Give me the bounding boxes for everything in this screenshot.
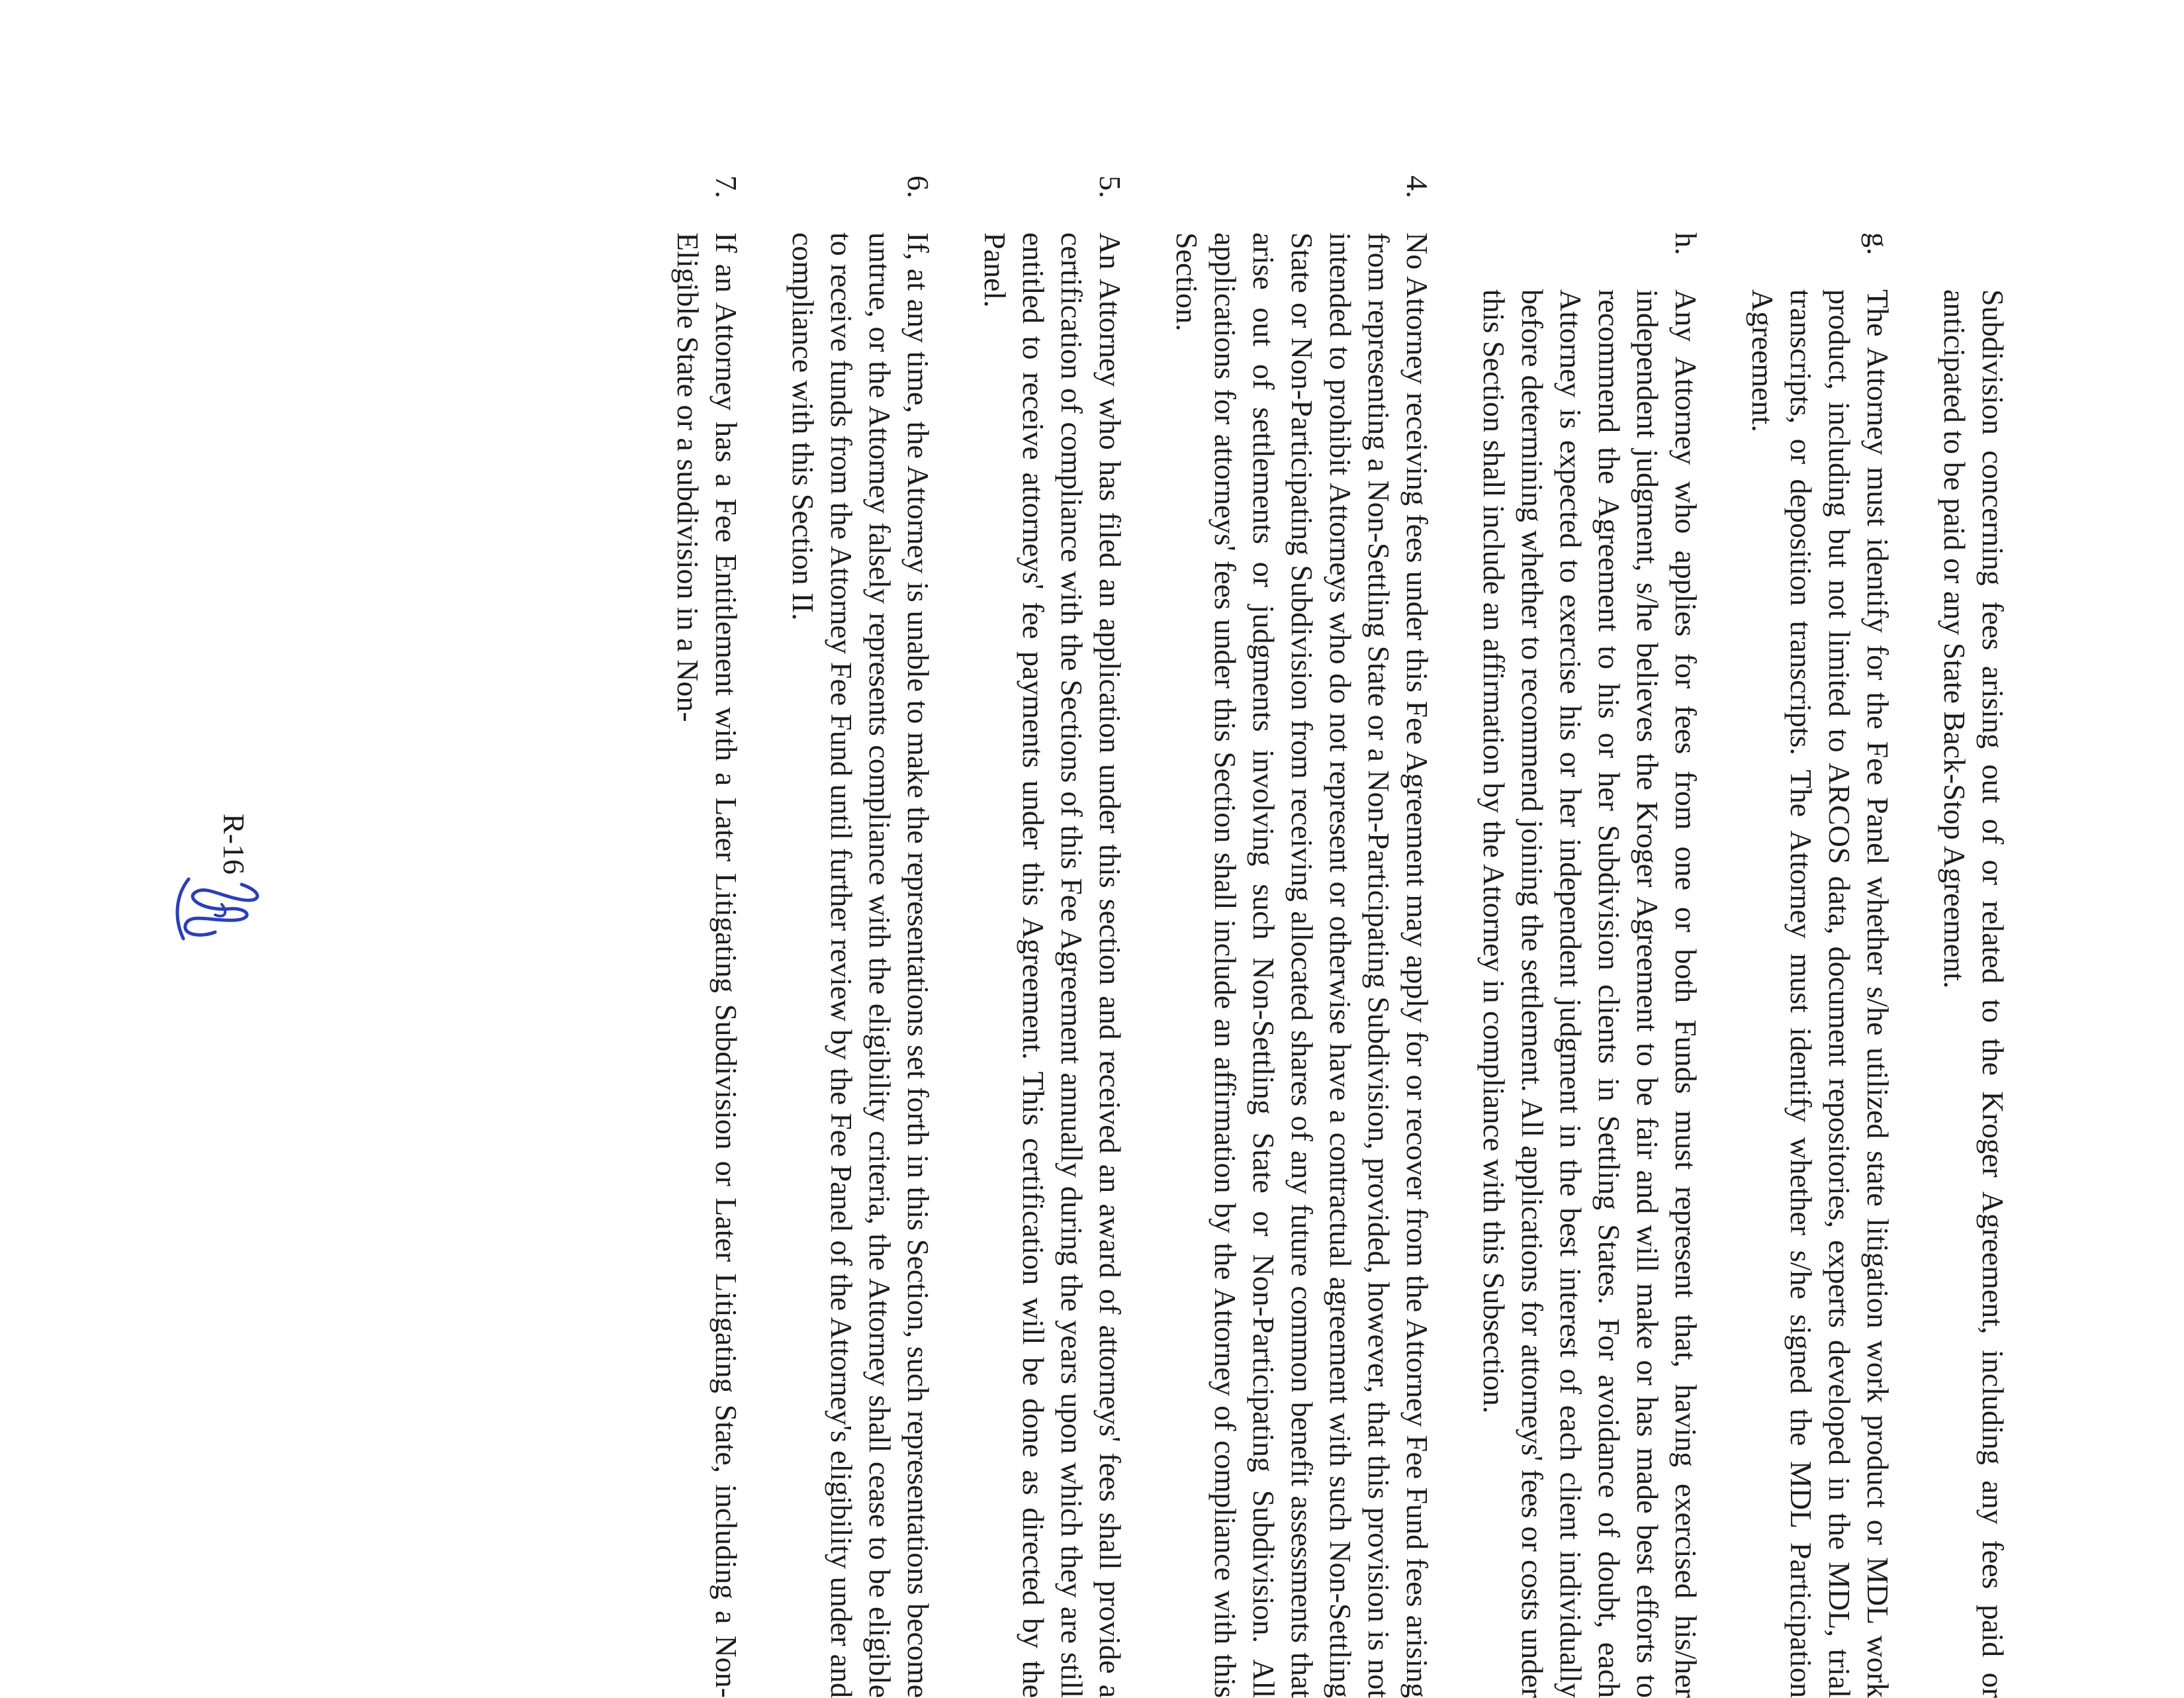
list-item-text: The Attorney must identify for the Fee Panel whether s/he utilized state litigation work product or MDL work product, including but not limited to ARCOS data, document repositories, experts developed in the MDL, trial transcripts, or deposition transcripts. The Attorney must identify whether s/he signed the MDL Participation Agreement. <box>1746 289 1895 1698</box>
list-item-g <box>1743 232 1897 1698</box>
signature-icon <box>165 873 268 945</box>
list-marker: 7. <box>709 175 743 199</box>
page-footer <box>216 0 251 1688</box>
list-item-text: If an Attorney has a Fee Entitlement with a Later Litigating Subdivision or Later Litigating State, including a Non-Eligible State or a subdivision in a Non- <box>671 232 743 1698</box>
continuation-text: Subdivision concerning fees arising out of or related to the Kroger Agreement, including any fees paid or anticipated to be paid or any State Back-Stop Agreement. <box>1938 289 2010 1698</box>
list-item-text: No Attorney receiving fees under this Fee Agreement may apply for or recover from the Attorney Fee Fund fees arising from representing a Non-Settling State or a Non-Participating Subdivision, provided, however, that this provision is not intended to prohibit Attorneys who do not represent or otherwise have a contractual agreement with such Non-Settling State or Non-Participating Subdivision from receiving allocated shares of any future common benefit assessments that arise out of settlements or judgments involving such Non-Settling State or Non-Participating Subdivision. All applications for attorneys' fees under this Section shall include an affirmation by the Attorney of compliance with this Section. <box>1170 232 1434 1698</box>
list-marker: h. <box>1669 232 1703 256</box>
list-item-text: Any Attorney who applies for fees from one or both Funds must represent that, having exercised his/her independent judgment, s/he believes the Kroger Agreement to be fair and will make or has made best efforts to recommend the Agreement to his or her Subdivision clients in Settling States. For avoidance of doubt, each Attorney is expected to exercise his or her independent judgment in the best interest of each client individually before determining whether to recommend joining the settlement. All applications for attorneys' fees or costs under this Section shall include an affirmation by the Attorney in compliance with this Subsection. <box>1477 289 1703 1698</box>
list-item-4 <box>1167 175 1436 1698</box>
list-marker: g. <box>1861 232 1895 256</box>
list-item-7 <box>668 175 745 1698</box>
document-body <box>668 175 2012 1698</box>
list-item-text: An Attorney who has filed an application under this section and received an award of attorneys' fees shall provide a certification of compliance with the Sections of this Fee Agreement annually during the years upon which they are still entitled to receive attorneys' fee payments under this Agreement. This certification will be done as directed by the Panel. <box>978 232 1127 1698</box>
list-item-6 <box>784 175 937 1698</box>
list-item-h <box>1475 232 1705 1698</box>
list-marker: 4. <box>1400 175 1434 199</box>
list-item-text: If, at any time, the Attorney is unable to make the representations set forth in this Section, such representations become untrue, or the Attorney falsely represents compliance with the eligibility criteria, the Attorney shall cease to be eligible to receive funds from the Attorney Fee Fund until further review by the Fee Panel of the Attorney's eligibility under and compliance with this Section II. <box>786 232 935 1698</box>
continuation-paragraph <box>1935 232 2012 1698</box>
list-item-5 <box>976 175 1129 1698</box>
list-marker: 5. <box>1093 175 1127 199</box>
list-marker: 6. <box>901 175 935 199</box>
page-number: R-16 <box>217 814 251 874</box>
